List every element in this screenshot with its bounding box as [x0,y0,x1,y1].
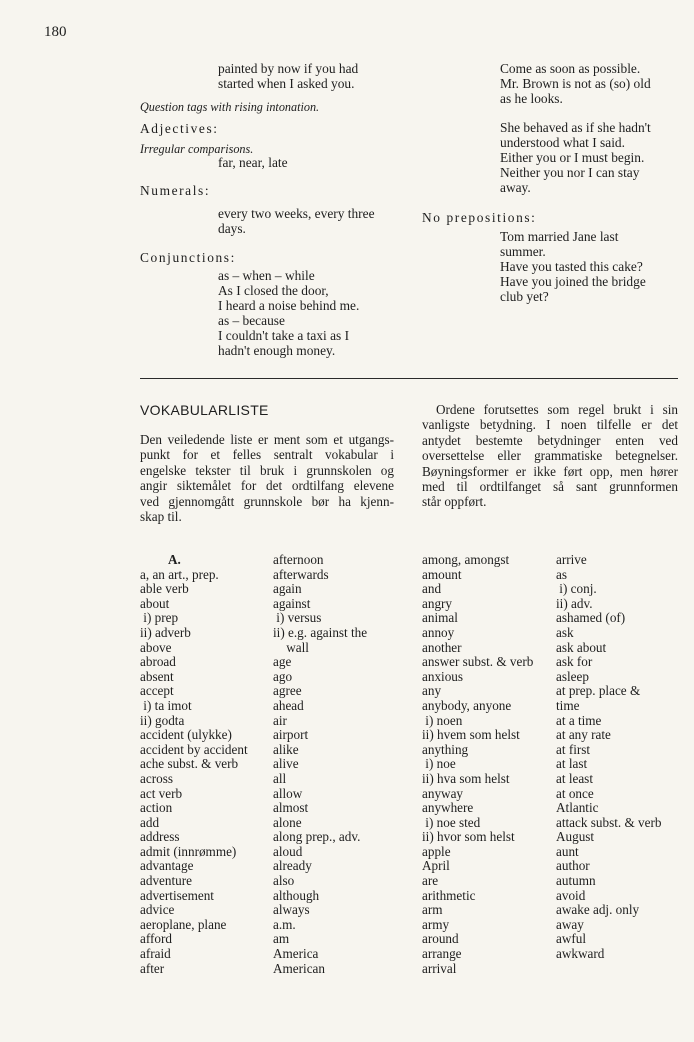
example-line: I couldn't take a taxi as I [218,328,350,343]
example-line: Either you or I must begin. [500,150,645,165]
word-entry: advice [140,902,175,918]
example-line: away. [500,180,531,195]
word-column-4 [556,553,661,962]
no-prepositions-heading: No prepositions: [422,210,537,225]
section-divider [140,378,678,379]
example-line: Neither you nor I can stay [500,165,640,180]
word-entry: action [140,800,173,816]
word-entry: at any rate [556,727,611,743]
irregular-example: far, near, late [218,155,288,170]
word-entry: airport [273,727,309,743]
example-line: As I closed the door, [218,283,329,298]
word-entry: another [422,639,462,655]
conditional-example [218,61,358,91]
word-entry: always [273,902,310,918]
numerals-example [218,206,375,236]
word-entry: August [556,829,595,845]
word-entry: time [556,697,580,713]
word-entry: i) conj. [556,581,597,597]
word-entry: although [273,887,320,903]
word-entry: against [273,595,311,611]
word-entry: aeroplane, plane [140,916,227,932]
word-entry: aloud [273,843,303,859]
word-entry: among, amongst [422,552,510,567]
word-entry: ii) godta [140,712,185,728]
example-line: Mr. Brown is not as (so) old [500,76,651,91]
word-entry: anywhere [422,800,474,816]
vocab-title: VOKABULARLISTE [140,402,269,418]
note-line: vanligste betydning. I noen tilfelle er det [422,417,678,433]
word-entry: accident (ulykke) [140,727,232,743]
example-line: as – because [218,313,285,328]
word-entry: awful [556,931,587,947]
word-entry: i) ta imot [140,697,192,713]
word-entry: advertisement [140,887,214,903]
word-entry: ii) hvor som helst [422,829,515,845]
word-entry: around [422,931,459,947]
intro-line: angir siktemålet for det ordtilfang elevene [140,478,394,494]
word-entry: again [273,581,302,597]
word-entry: ashamed (of) [556,610,626,626]
word-entry: am [273,931,290,947]
numerals-heading: Numerals: [140,183,211,198]
section-letter: A. [168,552,181,567]
note-line: Ordene forutsettes som regel brukt i sin [436,402,678,417]
word-entry: accept [140,683,174,699]
word-entry: ii) hvem som helst [422,727,520,743]
word-entry: address [140,829,180,845]
word-entry: ask [556,624,574,640]
word-entry: ask about [556,639,607,655]
word-entry: accident by accident [140,741,248,757]
word-entry: a.m. [273,916,296,932]
word-entry: along prep., adv. [273,829,361,845]
word-entry: at last [556,756,588,772]
word-entry: at a time [556,712,602,728]
word-entry: army [422,916,450,932]
word-entry: almost [273,800,309,816]
note-line: Bøyningsformer er ikke ført opp, men hører [422,463,678,479]
word-entry: i) noe sted [422,814,481,830]
example-line: started when I asked you. [218,76,355,91]
word-entry: ache subst. & verb [140,756,239,772]
word-entry: anyway [422,785,464,801]
word-entry: ii) adv. [556,595,593,611]
note-line: med til ordtilfanget så sant grunnformen [422,479,678,495]
word-entry: arrive [556,552,587,567]
word-entry: answer subst. & verb [422,654,534,670]
word-entry: add [140,814,160,830]
word-entry: admit (innrømme) [140,843,237,859]
note-line: står oppført. [422,494,487,510]
example-line: as he looks. [500,91,563,106]
word-entry: afford [140,931,172,947]
word-entry: attack subst. & verb [556,814,662,830]
example-line: I heard a noise behind me. [218,298,360,313]
word-entry: afraid [140,946,171,962]
word-entry: all [273,770,287,786]
example-line: hadn't enough money. [218,343,336,358]
word-entry: arithmetic [422,887,476,903]
example-line: Have you tasted this cake? [500,259,643,274]
example-line: Tom married Jane last [500,229,619,244]
word-entry: aunt [556,843,579,859]
word-entry: awake adj. only [556,902,640,918]
word-entry: away [556,916,584,932]
word-entry: i) noe [422,756,456,772]
word-entry: anybody, anyone [422,697,512,713]
word-entry: avoid [556,887,586,903]
word-entry: American [273,960,325,976]
word-entry: allow [273,785,303,801]
word-entry: any [422,683,442,699]
word-entry: alone [273,814,302,830]
word-entry: are [422,873,439,889]
word-entry: alive [273,756,299,772]
word-entry: i) noen [422,712,463,728]
example-line: Have you joined the bridge [500,274,646,289]
word-entry: arrange [422,946,462,962]
note-line: oversettelse eller grammatiske betegnelser. [422,448,678,464]
intro-line: punkt for et felles sentralt vokabular i [140,447,394,463]
irregular-comparisons-label: Irregular comparisons. [140,142,254,156]
word-entry: across [140,770,173,786]
example-line: She behaved as if she hadn't [500,120,651,135]
word-entry: act verb [140,785,183,801]
conjunctions-example [218,268,359,358]
intro-line: engelske tekster til bruk i grunnskolen og [140,462,394,478]
word-entry: ahead [273,697,304,713]
word-entry: at once [556,785,594,801]
word-entry: advantage [140,858,194,874]
intro-line: Den veiledende liste er ment som et utgangs- [140,432,394,447]
word-entry: about [140,595,170,611]
word-entry: arrival [422,960,457,976]
note-line: antydet bestemte betydninger enten ved [422,432,678,448]
example-line: understood what I said. [500,135,625,150]
word-column-2 [273,553,367,976]
word-entry: amount [422,566,462,582]
word-entry: angry [422,595,453,611]
word-entry: age [273,654,292,670]
intro-line: skap til. [140,509,182,525]
word-entry: April [422,858,450,874]
word-entry: also [273,873,295,889]
word-entry: awkward [556,946,605,962]
word-entry: able verb [140,581,189,597]
page-number: 180 [44,24,67,40]
word-entry: alike [273,741,299,757]
example-line: painted by now if you had [218,61,359,76]
word-entry: ii) adverb [140,624,191,640]
comparison-example [500,61,651,106]
word-column-3 [422,553,533,976]
example-line: Come as soon as possible. [500,61,641,76]
word-entry: anxious [422,668,464,684]
word-entry: i) prep [140,610,179,626]
word-entry: ii) hva som helst [422,770,510,786]
example-line: as – when – while [218,268,315,283]
word-entry: at least [556,770,593,786]
example-line: every two weeks, every three [218,206,375,221]
word-entry: as [556,566,567,582]
word-entry: animal [422,610,458,626]
word-entry: a, an art., prep. [140,566,219,582]
example-line: summer. [500,244,546,259]
word-column-1 [140,553,248,976]
word-entry: and [422,581,442,597]
no-prepositions-example [500,229,646,304]
word-entry: i) versus [273,610,322,626]
word-entry: America [273,946,319,962]
example-line: days. [218,221,246,236]
word-entry: air [273,712,287,728]
word-entry: ask for [556,654,593,670]
word-entry: at prep. place & [556,683,641,699]
adjectives-heading: Adjectives: [140,121,219,136]
word-entry: at first [556,741,591,757]
word-entry: agree [273,683,302,699]
intro-line: ved gjennomgått grunnskole bør ha kjenn- [140,493,394,509]
word-entry: author [556,858,590,874]
word-entry: Atlantic [556,800,599,816]
word-entry: arm [422,902,443,918]
misc-example [500,120,651,195]
word-entry: autumn [556,873,596,889]
conjunctions-heading: Conjunctions: [140,250,236,265]
word-entry: annoy [422,624,455,640]
example-line: club yet? [500,289,549,304]
word-entry: ago [273,668,293,684]
word-entry: abroad [140,654,176,670]
word-entry: adventure [140,873,192,889]
word-entry: asleep [556,668,589,684]
word-entry: ii) e.g. against the [273,624,368,640]
question-tags-label: Question tags with rising intonation. [140,100,320,114]
word-entry: after [140,960,165,976]
word-entry: afternoon [273,552,324,567]
word-entry: anything [422,741,469,757]
word-entry: afterwards [273,566,329,582]
vocab-intro [140,432,394,524]
vocab-note [422,402,678,510]
word-entry: wall [273,639,309,655]
word-entry: apple [422,843,451,859]
word-entry: already [273,858,312,874]
word-entry: above [140,639,172,655]
word-entry: absent [140,668,174,684]
